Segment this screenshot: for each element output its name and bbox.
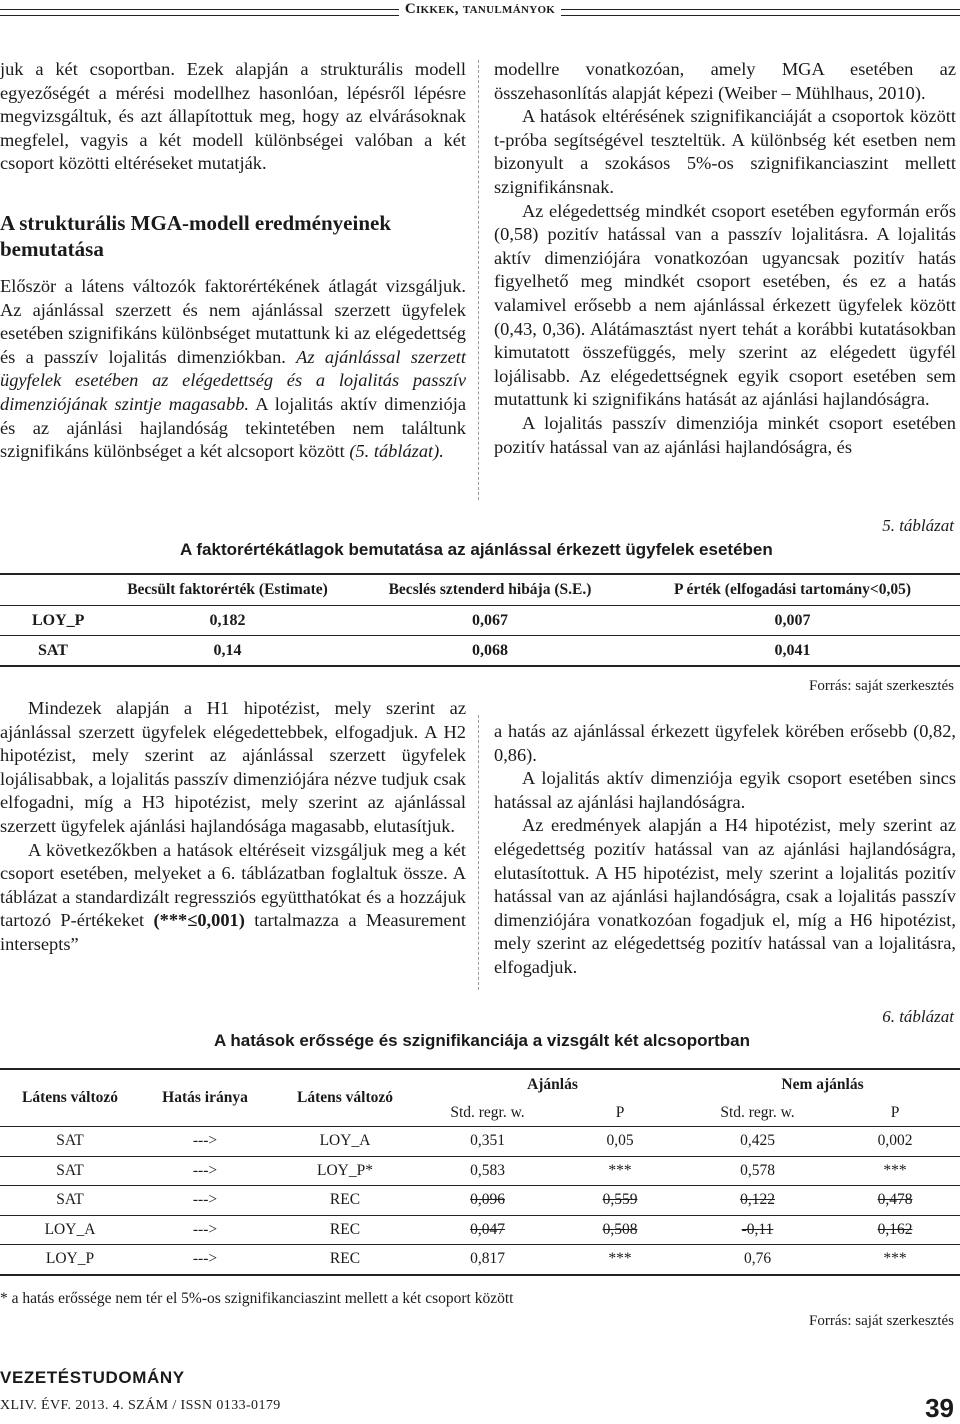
table-number: 6. táblázat	[882, 1007, 954, 1026]
table-cell: LOY_P	[0, 1245, 140, 1275]
table-cell: SAT	[0, 1186, 140, 1216]
table-cell-struck: 0,122	[685, 1186, 830, 1216]
table-cell: 0,067	[355, 606, 625, 636]
table-cell-struck: 0,096	[420, 1186, 555, 1216]
table-header-cell: Becslés sztenderd hibája (S.E.)	[355, 574, 625, 606]
col1-bottom-text	[0, 697, 466, 957]
table-cell-struck: 0,162	[830, 1215, 960, 1245]
table-cell: 0,578	[685, 1156, 830, 1186]
paragraph-text-end: A lojalitás aktív dimenziója és az ajánlási hajlandóság tekintetében nem találtunk szignifikáns különbséget a két alcsoport között	[0, 393, 466, 462]
section-header	[0, 1, 960, 18]
table-cell: 0,007	[625, 606, 960, 636]
paragraph-italic: Az ajánlással szerzett ügyfelek esetében az elégedettség és a lojalitás passzív dimenziójának szintje magasabb.	[0, 346, 466, 414]
paragraph-text-end: tartalmazza a Measurement intersepts”	[0, 910, 466, 954]
table-cell-struck: 0,508	[555, 1215, 685, 1245]
table-subheader-cell: P	[555, 1100, 685, 1127]
section-header-label: Cikkek, tanulmányok	[399, 1, 561, 17]
table-cell: SAT	[0, 1156, 140, 1186]
col2-bottom-text	[494, 720, 956, 980]
journal-name: VEZETÉSTUDOMÁNY	[0, 1368, 185, 1387]
table-cell: SAT	[0, 636, 100, 667]
table-cell: ***	[555, 1245, 685, 1275]
table-cell: 0,76	[685, 1245, 830, 1275]
paragraph: juk a két csoportban. Ezek alapján a strukturális modell egyezőségét a mérési modellhez hasonlóan, lépésről lépésre megvizsgáltuk, és azt állapítottuk meg, hogy az elvárásoknak megfelel, vagyis a két modell különbségei valóban a két csoport közötti eltéréseket mutatják.	[0, 59, 466, 174]
table-cell: REC	[270, 1186, 420, 1216]
col1-top-text	[0, 58, 466, 176]
table-cell-struck: 0,047	[420, 1215, 555, 1245]
paragraph	[0, 839, 466, 957]
table-cell: 0,182	[100, 606, 355, 636]
section-heading: A strukturális MGA-modell eredményeinek bemutatása	[0, 211, 392, 261]
col1-top-text-2	[0, 275, 466, 464]
factor-means-table	[0, 573, 960, 667]
paragraph: A hatások eltérésének szignifikanciáját a csoportok között t-próba segítségével teszteltük. A különbség két esetben nem bizonyult a szokásos 5%-os szignifikanciaszint mellett szignifikánsnak.	[494, 106, 956, 197]
table-row	[0, 1186, 960, 1216]
table-row	[0, 1127, 960, 1157]
table-cell: 0,14	[100, 636, 355, 667]
table-header-cell: Látens változó	[0, 1069, 140, 1127]
paragraph: modellre vonatkozóan, amely MGA esetében az összehasonlítás alapját képezi (Weiber – Mühlhaus, 2010).	[494, 59, 956, 103]
table-cell: --->	[140, 1156, 270, 1186]
paragraph: Mindezek alapján a H1 hipotézist, mely szerint az ajánlással szerzett ügyfelek elégedettebbek, elfogadjuk. A H2 hipotézist, mely szerint az ajánlással szerzett ügyfelek lojálisabbak, a lojalitás passzív dimenziójára nézve tudjuk csak elfogadni, míg a H3 hipotézist, mely szerint az ajánlással szerzett ügyfelek ajánlási hajlandósága magasabb, elutasítjuk.	[0, 698, 466, 836]
paragraph-bold: (***≤0,001)	[153, 910, 245, 931]
table-cell-struck: 0,478	[830, 1186, 960, 1216]
table-cell: --->	[140, 1215, 270, 1245]
table-cell: REC	[270, 1245, 420, 1275]
paragraph-text: A következőkben a hatások eltéréseit vizsgáljuk meg a két csoport esetében, melyeket a 6. táblázatban foglaltuk össze. A táblázat a standardizált regressziós együtthatókat és a hozzájuk tartozó P-értékeket	[0, 839, 466, 931]
table-cell: --->	[140, 1245, 270, 1275]
paragraph: a hatás az ajánlással érkezett ügyfelek körében erősebb (0,82, 0,86).	[494, 721, 956, 765]
paragraph: A lojalitás passzív dimenziója minkét csoport esetében pozitív hatással van az ajánlási hajlandóságra, és	[494, 412, 956, 457]
table-row	[0, 636, 960, 667]
column-divider-bottom	[478, 715, 479, 990]
table-cell-struck: 0,559	[555, 1186, 685, 1216]
table-footnote: * a hatás erőssége nem tér el 5%-os szignifikanciaszint mellett a két csoport között	[0, 1290, 514, 1307]
table-header-cell: P érték (elfogadási tartomány<0,05)	[625, 574, 960, 606]
table-header-row	[0, 574, 960, 606]
table-cell: --->	[140, 1186, 270, 1216]
issue-info: XLIV. ÉVF. 2013. 4. SZÁM / ISSN 0133-0179	[0, 1398, 281, 1413]
table-cell: 0,817	[420, 1245, 555, 1275]
table-group-header: Ajánlás	[420, 1069, 685, 1100]
table-number: 5. táblázat	[882, 516, 954, 535]
table-reference: (5. táblázat).	[349, 441, 444, 462]
table-row	[0, 1156, 960, 1186]
paragraph: Az elégedettség mindkét csoport esetében egyformán erős (0,58) pozitív hatással van a passzív lojalitásra. A lojalitás aktív dimenziójára vonatkozóan ugyancsak pozitív hatás figyelhető meg mindkét csoport esetében, és ez a hatás valamivel erősebb a nem ajánlással érkezett ügyfelek között (0,43, 0,36). Alátámasztást nyert tehát a korábbi kutatásokban kimutatott összefüggés, mely szerint az elégedett ügyfél lojálisabb. Az elégedettségnek egyik csoport esetében sem mutattunk ki szignifikáns hatását az ajánlási hajlandóságra.	[494, 200, 956, 410]
table-title: A faktorértékátlagok bemutatása az ajánlással érkezett ügyfelek esetében	[180, 540, 773, 559]
table-header-cell: Hatás iránya	[140, 1069, 270, 1127]
table-cell: LOY_A	[270, 1127, 420, 1157]
table-cell: 0,041	[625, 636, 960, 667]
table-cell: LOY_A	[0, 1215, 140, 1245]
table-cell: ***	[830, 1156, 960, 1186]
table-title: A hatások erőssége és szignifikanciája a vizsgált két alcsoportban	[214, 1031, 751, 1050]
column-divider-top	[478, 60, 479, 500]
paragraph	[0, 275, 466, 464]
table-row	[0, 1215, 960, 1245]
table-subheader-cell: Std. regr. w.	[685, 1100, 830, 1127]
table-cell: 0,068	[355, 636, 625, 667]
table-cell: LOY_P	[0, 606, 100, 636]
table-cell: 0,002	[830, 1127, 960, 1157]
page-number: 39	[925, 1393, 954, 1423]
table-group-header: Nem ajánlás	[685, 1069, 960, 1100]
table-subheader-cell: P	[830, 1100, 960, 1127]
effects-table	[0, 1068, 960, 1276]
table-source: Forrás: saját szerkesztés	[809, 678, 954, 694]
table-cell: SAT	[0, 1127, 140, 1157]
table-cell: REC	[270, 1215, 420, 1245]
table-cell: ***	[555, 1156, 685, 1186]
paragraph: A lojalitás aktív dimenziója egyik csoport esetében sincs hatással az ajánlási hajlandóságra.	[494, 768, 956, 812]
table-cell: 0,05	[555, 1127, 685, 1157]
table-subheader-cell: Std. regr. w.	[420, 1100, 555, 1127]
table-header-row	[0, 1069, 960, 1100]
col2-top-text	[494, 58, 956, 459]
table-row	[0, 1245, 960, 1275]
table-row	[0, 606, 960, 636]
paragraph-text: Először a látens változók faktorértékének átlagát vizsgáljuk. Az ajánlással szerzett és nem ajánlással szerzett ügyfelek esetében szignifikáns különbséget mutattunk ki az elégedettség és a passzív lojalitás dimenziókban.	[0, 276, 466, 367]
table-cell-struck: -0,11	[685, 1215, 830, 1245]
paragraph: Az eredmények alapján a H4 hipotézist, mely szerint az elégedettség pozitív hatással van az ajánlási hajlandóságra, elutasítottuk. A H5 hipotézist, mely szerint a lojalitás pozitív hatással van az ajánlási hajlandóságra, csak a lojalitás passzív dimenziójára vonatkozóan fogadjuk el, míg a H6 hipotézist, mely szerint az elégedettség pozitív hatással van a lojalitásra, elfogadjuk.	[494, 815, 956, 977]
table-cell: 0,425	[685, 1127, 830, 1157]
table-cell: 0,583	[420, 1156, 555, 1186]
table-header-cell	[0, 574, 100, 606]
table-cell: LOY_P*	[270, 1156, 420, 1186]
table-cell: --->	[140, 1127, 270, 1157]
table-source: Forrás: saját szerkesztés	[809, 1313, 954, 1329]
table-header-cell: Látens változó	[270, 1069, 420, 1127]
table-cell: 0,351	[420, 1127, 555, 1157]
table-header-cell: Becsült faktorérték (Estimate)	[100, 574, 355, 606]
table-cell: ***	[830, 1245, 960, 1275]
